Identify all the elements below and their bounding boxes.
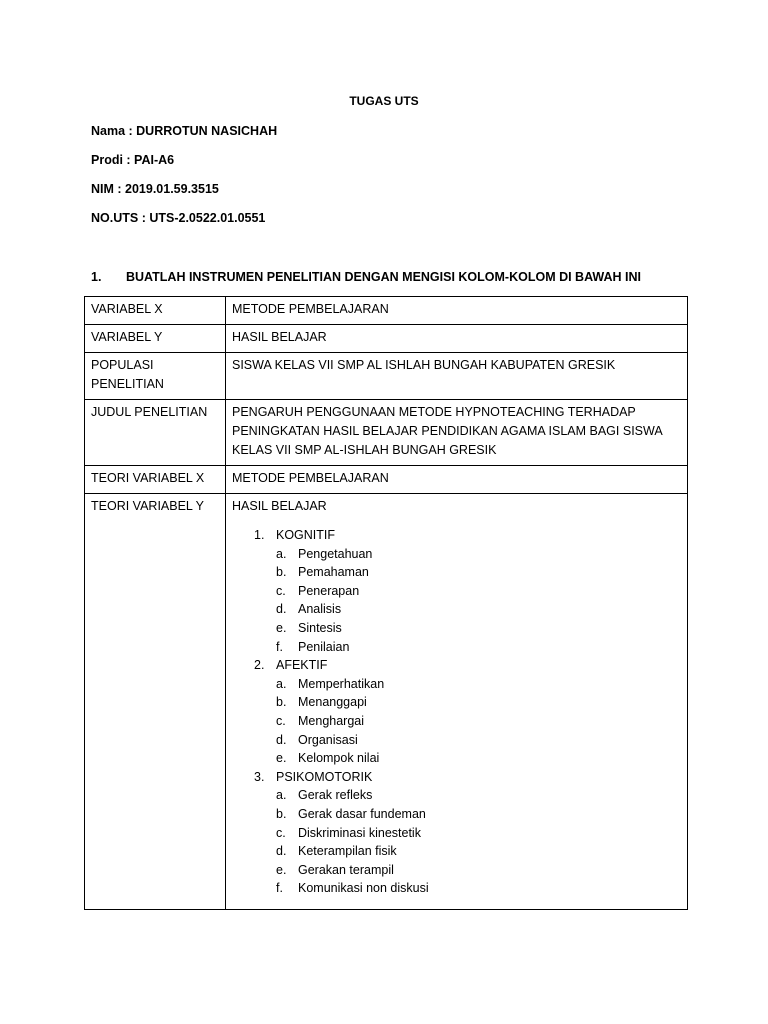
sub-list-item-letter: e. [276, 862, 287, 877]
sub-list-item-label: Memperhatikan [298, 676, 385, 691]
sub-list-item-letter: f. [276, 639, 283, 654]
table-row [85, 400, 688, 466]
row-value: HASIL BELAJAR [226, 325, 688, 353]
table-row [85, 325, 688, 353]
sub-list-item-label: Penerapan [298, 583, 360, 598]
table-row [85, 494, 688, 910]
row-label: JUDUL PENELITIAN [85, 400, 226, 466]
row-value: METODE PEMBELAJARAN [226, 466, 688, 494]
row-label: TEORI VARIABEL Y [85, 494, 226, 910]
sub-list-item [232, 805, 681, 824]
row-value: METODE PEMBELAJARAN [226, 297, 688, 325]
sub-list-item [232, 824, 681, 843]
theory-y-list [232, 526, 681, 898]
sub-list-item-label: Pengetahuan [298, 546, 373, 561]
sub-list-item-letter: e. [276, 751, 287, 766]
sub-list-item-letter: b. [276, 695, 287, 710]
sub-list-item-label: Pemahaman [298, 565, 369, 580]
meta-no-uts: NO.UTS : UTS-2.0522.01.0551 [91, 211, 266, 225]
document-title: TUGAS UTS [349, 94, 419, 108]
sub-list-item [232, 563, 681, 582]
table-row [85, 466, 688, 494]
list-item-label: PSIKOMOTORIK [276, 769, 373, 784]
question-text: BUATLAH INSTRUMEN PENELITIAN DENGAN MENGISI KOLOM-KOLOM DI BAWAH INI [126, 270, 642, 284]
sub-list-item-letter: d. [276, 844, 287, 859]
list-item [232, 768, 681, 787]
sub-list-item-letter: d. [276, 732, 287, 747]
sub-list-item [232, 582, 681, 601]
row-label: VARIABEL X [85, 297, 226, 325]
sub-list-item-label: Komunikasi non diskusi [298, 881, 429, 896]
sub-list-item [232, 675, 681, 694]
list-item-label: AFEKTIF [276, 658, 328, 673]
sub-list-item [232, 693, 681, 712]
meta-nim: NIM : 2019.01.59.3515 [91, 182, 219, 196]
sub-list-item-letter: b. [276, 565, 287, 580]
sub-list-item-label: Kelompok nilai [298, 751, 380, 766]
row-label: VARIABEL Y [85, 325, 226, 353]
row-label: POPULASI PENELITIAN [85, 353, 226, 400]
sub-list-item [232, 600, 681, 619]
sub-list-item-label: Penilaian [298, 639, 350, 654]
row-value: SISWA KELAS VII SMP AL ISHLAH BUNGAH KABUPATEN GRESIK [226, 353, 688, 400]
sub-list-item-label: Menghargai [298, 713, 365, 728]
sub-list-item-letter: a. [276, 546, 287, 561]
sub-list-item [232, 712, 681, 731]
table-row [85, 353, 688, 400]
sub-list-item-letter: c. [276, 825, 286, 840]
list-item [232, 526, 681, 545]
sub-list-item [232, 749, 681, 768]
sub-list-item-letter: a. [276, 788, 287, 803]
sub-list-item-label: Diskriminasi kinestetik [298, 825, 421, 840]
list-item-number: 3. [254, 769, 265, 784]
question-heading [91, 270, 641, 284]
sub-list-item-label: Sintesis [298, 620, 342, 635]
sub-list-item-letter: f. [276, 881, 283, 896]
sub-list-item [232, 842, 681, 861]
sub-list-item [232, 861, 681, 880]
question-number: 1. [91, 270, 102, 284]
sub-list-item [232, 879, 681, 898]
sub-list-item-label: Analisis [298, 602, 342, 617]
sub-list-item [232, 545, 681, 564]
list-item-label: KOGNITIF [276, 528, 336, 542]
sub-list-item-letter: d. [276, 602, 287, 617]
sub-list-item-letter: b. [276, 806, 287, 821]
sub-list-item-letter: c. [276, 583, 286, 598]
sub-list-item [232, 619, 681, 638]
sub-list-item-label: Keterampilan fisik [298, 844, 397, 859]
research-instrument-table [84, 296, 688, 910]
list-item-number: 1. [254, 528, 265, 542]
row-value: PENGARUH PENGGUNAAN METODE HYPNOTEACHING TERHADAP PENINGKATAN HASIL BELAJAR PENDIDIKAN AGAMA ISLAM BAGI SISWA KELAS VII SMP AL-ISHLAH BUNGAH GRESIK [226, 400, 688, 466]
meta-nama: Nama : DURROTUN NASICHAH [91, 124, 278, 138]
row-value-theory-y [226, 494, 688, 910]
theory-y-heading: HASIL BELAJAR [232, 499, 327, 513]
table-row [85, 297, 688, 325]
sub-list-item-label: Menanggapi [298, 695, 367, 710]
list-item-number: 2. [254, 658, 265, 673]
row-label: TEORI VARIABEL X [85, 466, 226, 494]
sub-list-item-label: Gerak refleks [298, 788, 373, 803]
sub-list-item [232, 731, 681, 750]
sub-list-item-letter: c. [276, 713, 286, 728]
sub-list-item-letter: e. [276, 620, 287, 635]
sub-list-item-label: Organisasi [298, 732, 358, 747]
sub-list-item [232, 786, 681, 805]
sub-list-item-label: Gerakan terampil [298, 862, 394, 877]
meta-prodi: Prodi : PAI-A6 [91, 153, 175, 167]
sub-list-item-letter: a. [276, 676, 287, 691]
sub-list-item-label: Gerak dasar fundeman [298, 806, 426, 821]
sub-list-item [232, 638, 681, 657]
list-item [232, 656, 681, 675]
